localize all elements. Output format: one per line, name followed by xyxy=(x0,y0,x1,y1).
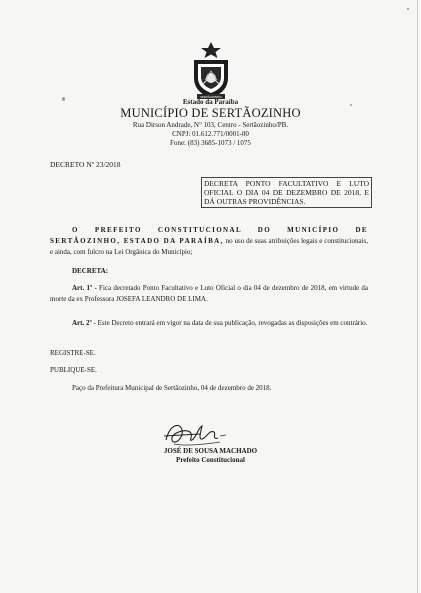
municipality-title: MUNICÍPIO DE SERTÃOZINHO xyxy=(120,106,301,120)
phone-line: Fone: (83) 3685-1073 / 1075 xyxy=(170,139,251,147)
article-1-text: - Fica decretado Ponto Facultativo e Luto Oficial o dia 04 de dezembro de 2018, em virtude da morte da ex Professora JOSEFA LEANDRO DE LIMA. xyxy=(50,284,368,303)
intro-rest: no uso de suas atribuições legais e constitucionais, e ainda, com fulcro na Lei Orgânica do Município; xyxy=(50,237,369,256)
place-date-text: Paço da Prefeitura Municipal de Sertãozinho, 04 de dezembro de 2018. xyxy=(72,384,272,392)
scan-speck xyxy=(407,8,409,10)
article-2-text: - Este Decreto entrará em vigor na data de sua publicação, revogadas as disposições em contrário. xyxy=(91,319,368,327)
intro-paragraph xyxy=(50,225,368,258)
registre-line: REGISTRE-SE. xyxy=(50,349,96,357)
scan-speck xyxy=(350,104,352,106)
scan-speck xyxy=(62,97,65,101)
decree-number: DECRETO Nº 23/2018 xyxy=(50,160,121,169)
intro-bold: O PREFEITO CONSTITUCIONAL DO MUNICÍPIO DE SERTÃOZINHO, ESTADO DA PARAÍBA, xyxy=(50,226,368,245)
state-name: Estado da Paraíba xyxy=(182,98,239,106)
signer-name: JOSÉ DE SOUSA MACHADO xyxy=(163,447,258,455)
article-2-label: Art. 2º xyxy=(72,319,92,327)
article-1 xyxy=(50,283,368,305)
decree-summary-box: DECRETA PONTO FACULTATIVO E LUTO OFICIAL O DIA 04 DE DEZEMBRO DE 2018, E DÁ OUTRAS PROVIDÊNCIAS. xyxy=(201,177,372,208)
cnpj-line: CNPJ: 01.612.771/0001-00 xyxy=(172,130,249,138)
decreta-label: DECRETA: xyxy=(72,267,109,275)
article-2 xyxy=(50,318,368,329)
publique-line: PUBLIQUE-SE. xyxy=(50,366,97,374)
place-date-line xyxy=(50,383,368,394)
signer-title: Prefeito Constitucional xyxy=(176,456,245,464)
page-edge xyxy=(417,0,418,593)
crest-caption: SERTÃOZINHO xyxy=(200,95,222,99)
coat-of-arms-icon xyxy=(186,40,236,100)
decreta-heading xyxy=(50,266,368,277)
article-1-label: Art. 1º xyxy=(72,284,93,292)
address-line: Rua Dirson Andrade, N° 103, Centro - Sertãozinho/PB. xyxy=(132,121,289,129)
